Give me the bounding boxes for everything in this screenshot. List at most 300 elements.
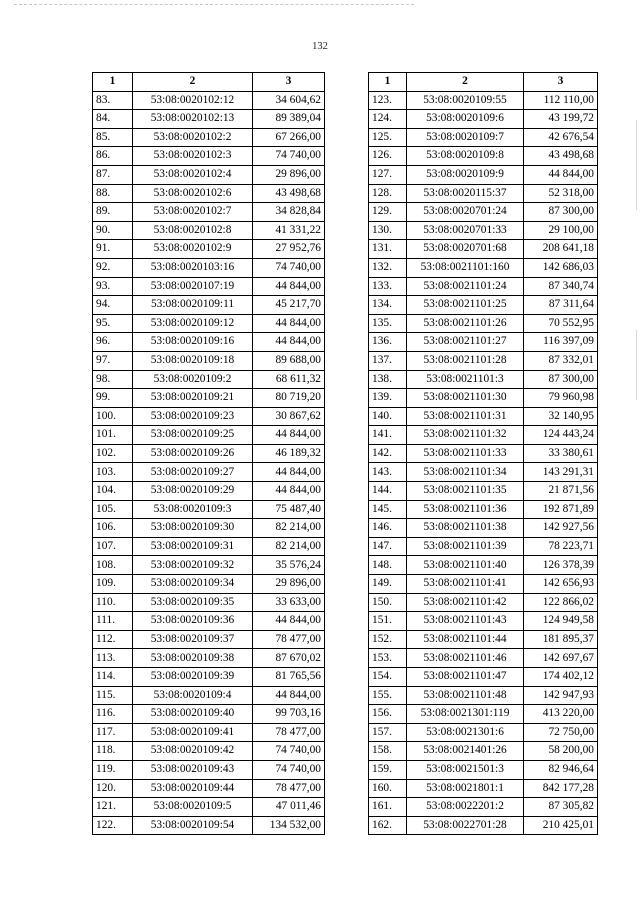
row-index-cell: 95. [93,314,133,333]
cadastral-number-cell: 53:08:0020109:31 [133,537,253,556]
table-row [369,184,598,203]
value-cell: 45 217,70 [253,296,325,315]
value-cell: 30 867,62 [253,407,325,426]
table-row [369,407,598,426]
cadastral-number-cell: 53:08:0021101:3 [407,370,524,389]
value-cell: 41 331,22 [253,221,325,240]
cadastral-number-cell: 53:08:0021101:33 [407,444,524,463]
value-cell: 78 223,71 [524,537,598,556]
scan-edge-mark [636,330,637,400]
cadastral-number-cell: 53:08:0020701:24 [407,203,524,222]
cadastral-number-cell: 53:08:0020102:12 [133,91,253,110]
cadastral-number-cell: 53:08:0020102:8 [133,221,253,240]
table-row [369,463,598,482]
value-cell: 72 750,00 [524,723,598,742]
table-row [93,370,325,389]
cadastral-number-cell: 53:08:0020109:6 [407,110,524,129]
cadastral-number-cell: 53:08:0021301:119 [407,705,524,724]
cadastral-number-cell: 53:08:0021401:26 [407,742,524,761]
row-index-cell: 142. [369,444,407,463]
cadastral-number-cell: 53:08:0020109:34 [133,575,253,594]
table-row [369,668,598,687]
row-index-cell: 136. [369,333,407,352]
table-row [93,742,325,761]
table-row [369,537,598,556]
table-row [369,333,598,352]
cadastral-number-cell: 53:08:0021301:6 [407,723,524,742]
cadastral-number-cell: 53:08:0020109:37 [133,630,253,649]
value-cell: 68 611,32 [253,370,325,389]
row-index-cell: 156. [369,705,407,724]
value-cell: 87 300,00 [524,203,598,222]
value-cell: 42 676,54 [524,128,598,147]
value-cell: 81 765,56 [253,668,325,687]
table-row [93,649,325,668]
cadastral-number-cell: 53:08:0020115:37 [407,184,524,203]
row-index-cell: 160. [369,779,407,798]
cadastral-number-cell: 53:08:0020109:44 [133,779,253,798]
cadastral-number-cell: 53:08:0021101:27 [407,333,524,352]
cadastral-number-cell: 53:08:0021101:34 [407,463,524,482]
value-cell: 74 740,00 [253,258,325,277]
value-cell: 208 641,18 [524,240,598,259]
value-cell: 413 220,00 [524,705,598,724]
row-index-cell: 157. [369,723,407,742]
row-index-cell: 120. [93,779,133,798]
value-cell: 87 300,00 [524,370,598,389]
table-row [93,556,325,575]
cadastral-number-cell: 53:08:0020109:43 [133,760,253,779]
row-index-cell: 133. [369,277,407,296]
table-row [93,575,325,594]
row-index-cell: 106. [93,519,133,538]
row-index-cell: 141. [369,426,407,445]
row-index-cell: 162. [369,816,407,835]
table-row [93,426,325,445]
value-cell: 143 291,31 [524,463,598,482]
row-index-cell: 100. [93,407,133,426]
cadastral-number-cell: 53:08:0020109:29 [133,482,253,501]
table-row [93,165,325,184]
value-cell: 43 199,72 [524,110,598,129]
cadastral-number-cell: 53:08:0021101:43 [407,612,524,631]
cadastral-number-cell: 53:08:0021101:44 [407,630,524,649]
table-row [93,500,325,519]
table-row [93,110,325,129]
table-row [93,779,325,798]
value-cell: 58 200,00 [524,742,598,761]
cadastral-number-cell: 53:08:0021101:36 [407,500,524,519]
row-index-cell: 92. [93,258,133,277]
table-row [369,221,598,240]
value-cell: 43 498,68 [253,184,325,203]
row-index-cell: 148. [369,556,407,575]
cadastral-number-cell: 53:08:0020109:38 [133,649,253,668]
row-index-cell: 97. [93,351,133,370]
table-row [369,91,598,110]
table-row [369,686,598,705]
table-row [93,816,325,835]
scan-edge-mark [636,120,637,210]
row-index-cell: 110. [93,593,133,612]
column-header-value: 3 [253,73,325,92]
row-index-cell: 130. [369,221,407,240]
row-index-cell: 158. [369,742,407,761]
row-index-cell: 84. [93,110,133,129]
table-row [93,184,325,203]
table-row [93,519,325,538]
value-cell: 126 378,39 [524,556,598,575]
row-index-cell: 128. [369,184,407,203]
value-cell: 33 380,61 [524,444,598,463]
cadastral-number-cell: 53:08:0020109:5 [133,798,253,817]
value-cell: 29 100,00 [524,221,598,240]
row-index-cell: 139. [369,389,407,408]
value-cell: 29 896,00 [253,165,325,184]
value-cell: 142 697,67 [524,649,598,668]
value-cell: 78 477,00 [253,779,325,798]
value-cell: 124 443,24 [524,426,598,445]
table-row [369,723,598,742]
value-cell: 78 477,00 [253,630,325,649]
table-row [93,333,325,352]
cadastral-number-cell: 53:08:0020109:12 [133,314,253,333]
table-row [93,482,325,501]
row-index-cell: 93. [93,277,133,296]
row-index-cell: 125. [369,128,407,147]
value-cell: 44 844,00 [253,482,325,501]
row-index-cell: 135. [369,314,407,333]
value-cell: 80 719,20 [253,389,325,408]
row-index-cell: 143. [369,463,407,482]
table-row [93,686,325,705]
value-cell: 82 214,00 [253,537,325,556]
column-header-value: 3 [524,73,598,92]
row-index-cell: 122. [93,816,133,835]
value-cell: 112 110,00 [524,91,598,110]
cadastral-number-cell: 53:08:0021101:31 [407,407,524,426]
value-cell: 174 402,12 [524,668,598,687]
row-index-cell: 115. [93,686,133,705]
row-index-cell: 98. [93,370,133,389]
table-row [369,296,598,315]
row-index-cell: 150. [369,593,407,612]
cadastral-number-cell: 53:08:0020102:6 [133,184,253,203]
value-cell: 67 266,00 [253,128,325,147]
row-index-cell: 137. [369,351,407,370]
table-row [369,426,598,445]
table-row [93,798,325,817]
table-row [369,203,598,222]
row-index-cell: 134. [369,296,407,315]
cadastral-number-cell: 53:08:0020109:25 [133,426,253,445]
row-index-cell: 161. [369,798,407,817]
value-cell: 89 389,04 [253,110,325,129]
cadastral-number-cell: 53:08:0020109:4 [133,686,253,705]
row-index-cell: 85. [93,128,133,147]
value-cell: 44 844,00 [253,277,325,296]
value-cell: 87 305,82 [524,798,598,817]
table-row [93,128,325,147]
row-index-cell: 107. [93,537,133,556]
cadastral-number-cell: 53:08:0021101:47 [407,668,524,687]
table-row [93,296,325,315]
table-row [369,240,598,259]
row-index-cell: 89. [93,203,133,222]
value-cell: 74 740,00 [253,742,325,761]
value-cell: 27 952,76 [253,240,325,259]
row-index-cell: 112. [93,630,133,649]
row-index-cell: 101. [93,426,133,445]
value-cell: 87 311,64 [524,296,598,315]
table-row [93,723,325,742]
table-row [93,147,325,166]
cadastral-number-cell: 53:08:0020103:16 [133,258,253,277]
cadastral-number-cell: 53:08:0020109:18 [133,351,253,370]
cadastral-number-cell: 53:08:0020109:27 [133,463,253,482]
table-row [369,630,598,649]
cadastral-number-cell: 53:08:0020109:40 [133,705,253,724]
value-cell: 79 960,98 [524,389,598,408]
table-header-row [369,73,598,92]
row-index-cell: 114. [93,668,133,687]
value-cell: 122 866,02 [524,593,598,612]
value-cell: 82 946,64 [524,760,598,779]
cadastral-number-cell: 53:08:0021101:48 [407,686,524,705]
value-cell: 142 947,93 [524,686,598,705]
row-index-cell: 153. [369,649,407,668]
table-header-row [93,73,325,92]
row-index-cell: 145. [369,500,407,519]
value-cell: 44 844,00 [253,333,325,352]
cadastral-number-cell: 53:08:0020109:39 [133,668,253,687]
cadastral-number-cell: 53:08:0022201:2 [407,798,524,817]
value-cell: 74 740,00 [253,760,325,779]
cadastral-number-cell: 53:08:0021101:42 [407,593,524,612]
cadastral-number-cell: 53:08:0020109:35 [133,593,253,612]
row-index-cell: 91. [93,240,133,259]
value-cell: 87 332,01 [524,351,598,370]
row-index-cell: 111. [93,612,133,631]
row-index-cell: 99. [93,389,133,408]
table-row [369,128,598,147]
cadastral-number-cell: 53:08:0020109:7 [407,128,524,147]
table-row [93,203,325,222]
row-index-cell: 159. [369,760,407,779]
row-index-cell: 155. [369,686,407,705]
table-row [369,649,598,668]
value-cell: 46 189,32 [253,444,325,463]
row-index-cell: 83. [93,91,133,110]
row-index-cell: 109. [93,575,133,594]
value-cell: 192 871,89 [524,500,598,519]
table-row [369,593,598,612]
row-index-cell: 103. [93,463,133,482]
value-cell: 44 844,00 [253,463,325,482]
value-cell: 75 487,40 [253,500,325,519]
row-index-cell: 119. [93,760,133,779]
value-cell: 29 896,00 [253,575,325,594]
row-index-cell: 96. [93,333,133,352]
table-row [369,370,598,389]
value-cell: 32 140,95 [524,407,598,426]
cadastral-number-cell: 53:08:0020109:16 [133,333,253,352]
cadastral-number-cell: 53:08:0020109:55 [407,91,524,110]
table-row [369,165,598,184]
table-row [369,389,598,408]
table-row [93,91,325,110]
table-row [369,612,598,631]
row-index-cell: 121. [93,798,133,817]
table-row [93,407,325,426]
column-header-cadastral-number: 2 [407,73,524,92]
value-cell: 47 011,46 [253,798,325,817]
table-row [93,389,325,408]
table-row [369,705,598,724]
row-index-cell: 102. [93,444,133,463]
value-cell: 34 604,62 [253,91,325,110]
row-index-cell: 104. [93,482,133,501]
table-row [369,556,598,575]
cadastral-number-cell: 53:08:0020109:3 [133,500,253,519]
value-cell: 181 895,37 [524,630,598,649]
value-cell: 44 844,00 [253,686,325,705]
registry-table-right [368,72,598,835]
value-cell: 99 703,16 [253,705,325,724]
value-cell: 34 828,84 [253,203,325,222]
table-row [93,314,325,333]
cadastral-number-cell: 53:08:0021101:40 [407,556,524,575]
value-cell: 82 214,00 [253,519,325,538]
value-cell: 52 318,00 [524,184,598,203]
cadastral-number-cell: 53:08:0020109:32 [133,556,253,575]
column-header-index: 1 [369,73,407,92]
value-cell: 142 927,56 [524,519,598,538]
cadastral-number-cell: 53:08:0022701:28 [407,816,524,835]
cadastral-number-cell: 53:08:0021101:25 [407,296,524,315]
row-index-cell: 147. [369,537,407,556]
table-row [369,779,598,798]
cadastral-number-cell: 53:08:0020109:36 [133,612,253,631]
table-row [93,463,325,482]
table-row [93,668,325,687]
cadastral-number-cell: 53:08:0021101:32 [407,426,524,445]
cadastral-number-cell: 53:08:0021101:35 [407,482,524,501]
value-cell: 78 477,00 [253,723,325,742]
cadastral-number-cell: 53:08:0020102:9 [133,240,253,259]
cadastral-number-cell: 53:08:0021101:30 [407,389,524,408]
cadastral-number-cell: 53:08:0021101:46 [407,649,524,668]
value-cell: 44 844,00 [253,314,325,333]
cadastral-number-cell: 53:08:0020102:4 [133,165,253,184]
value-cell: 44 844,00 [253,426,325,445]
row-index-cell: 105. [93,500,133,519]
table-row [93,277,325,296]
table-row [369,258,598,277]
row-index-cell: 138. [369,370,407,389]
row-index-cell: 154. [369,668,407,687]
page-number: 132 [312,41,328,52]
table-row [369,575,598,594]
value-cell: 842 177,28 [524,779,598,798]
table-row [369,314,598,333]
row-index-cell: 123. [369,91,407,110]
cadastral-number-cell: 53:08:0020109:8 [407,147,524,166]
cadastral-number-cell: 53:08:0021101:41 [407,575,524,594]
table-row [93,258,325,277]
registry-table-left [92,72,325,835]
value-cell: 124 949,58 [524,612,598,631]
cadastral-number-cell: 53:08:0020102:13 [133,110,253,129]
table-row [93,537,325,556]
row-index-cell: 127. [369,165,407,184]
cadastral-number-cell: 53:08:0020109:2 [133,370,253,389]
table-row [93,593,325,612]
table-row [369,110,598,129]
value-cell: 142 686,03 [524,258,598,277]
table-row [369,500,598,519]
row-index-cell: 117. [93,723,133,742]
value-cell: 142 656,93 [524,575,598,594]
row-index-cell: 87. [93,165,133,184]
column-header-index: 1 [93,73,133,92]
row-index-cell: 152. [369,630,407,649]
value-cell: 43 498,68 [524,147,598,166]
cadastral-number-cell: 53:08:0020109:30 [133,519,253,538]
row-index-cell: 116. [93,705,133,724]
value-cell: 210 425,01 [524,816,598,835]
cadastral-number-cell: 53:08:0020109:21 [133,389,253,408]
table-row [93,705,325,724]
row-index-cell: 90. [93,221,133,240]
cadastral-number-cell: 53:08:0020109:9 [407,165,524,184]
scan-top-rule [14,4,414,5]
row-index-cell: 129. [369,203,407,222]
row-index-cell: 151. [369,612,407,631]
table-row [93,612,325,631]
table-row [369,482,598,501]
cadastral-number-cell: 53:08:0020107:19 [133,277,253,296]
table-row [93,351,325,370]
row-index-cell: 118. [93,742,133,761]
cadastral-number-cell: 53:08:0020109:11 [133,296,253,315]
value-cell: 116 397,09 [524,333,598,352]
cadastral-number-cell: 53:08:0021801:1 [407,779,524,798]
value-cell: 74 740,00 [253,147,325,166]
value-cell: 35 576,24 [253,556,325,575]
row-index-cell: 86. [93,147,133,166]
row-index-cell: 94. [93,296,133,315]
table-row [369,147,598,166]
cadastral-number-cell: 53:08:0021101:38 [407,519,524,538]
cadastral-number-cell: 53:08:0020102:7 [133,203,253,222]
table-row [369,277,598,296]
value-cell: 134 532,00 [253,816,325,835]
row-index-cell: 132. [369,258,407,277]
table-row [369,798,598,817]
table-row [369,519,598,538]
table-row [93,240,325,259]
table-row [93,221,325,240]
cadastral-number-cell: 53:08:0020701:68 [407,240,524,259]
value-cell: 87 340,74 [524,277,598,296]
cadastral-number-cell: 53:08:0021101:39 [407,537,524,556]
value-cell: 70 552,95 [524,314,598,333]
table-row [369,351,598,370]
value-cell: 87 670,02 [253,649,325,668]
row-index-cell: 113. [93,649,133,668]
cadastral-number-cell: 53:08:0020102:3 [133,147,253,166]
